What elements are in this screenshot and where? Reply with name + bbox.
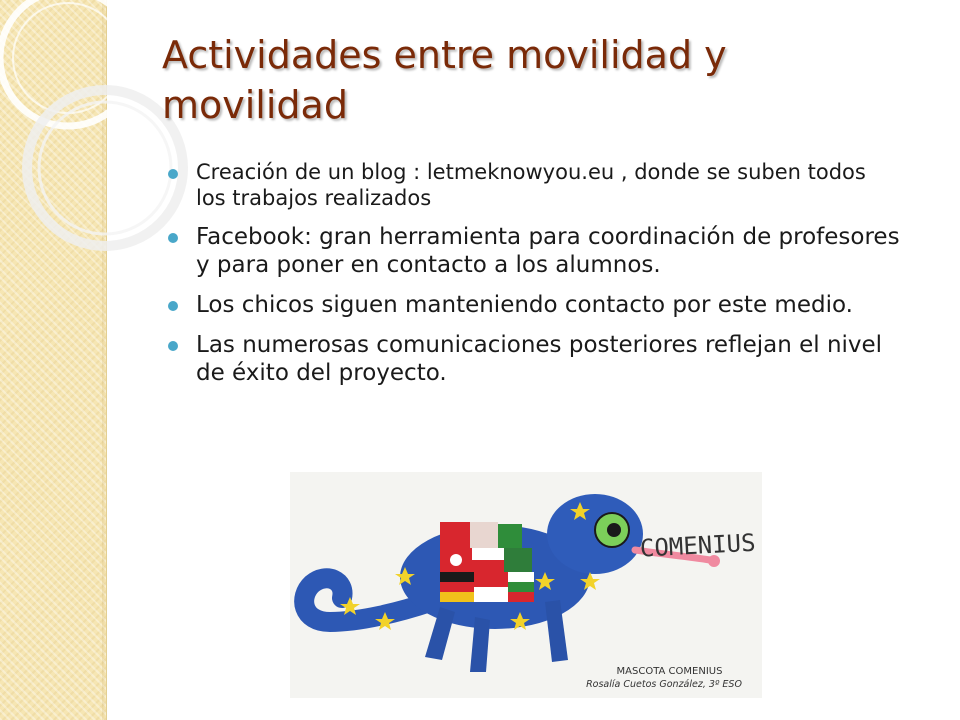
bullet-icon xyxy=(168,169,178,179)
bullet-icon xyxy=(168,341,178,351)
bullet-item xyxy=(162,159,902,211)
bullet-text: Los chicos siguen manteniendo contacto por este medio. xyxy=(196,292,853,318)
mascot-credit: Rosalía Cuetos González, 3º ESO xyxy=(586,679,742,690)
mascot-caption: MASCOTA COMENIUS xyxy=(616,666,723,677)
comenius-word: COMENIUS xyxy=(639,528,757,563)
bullet-text: Creación de un blog : letmeknowyou.eu , donde se suben todos los trabajos realizados xyxy=(196,160,866,210)
mascot-drawing xyxy=(290,472,762,698)
bullet-icon xyxy=(168,233,178,243)
bullet-item xyxy=(162,331,902,387)
slide-title: Actividades entre movilidad y movilidad xyxy=(162,33,727,127)
bullet-item xyxy=(162,223,902,279)
bullet-text: Las numerosas comunicaciones posteriores reflejan el nivel de éxito del proyecto. xyxy=(196,332,883,386)
bullet-item xyxy=(162,291,902,319)
comenius-lettering xyxy=(290,472,762,698)
bullet-icon xyxy=(168,301,178,311)
bullet-text: Facebook: gran herramienta para coordinación de profesores y para poner en contacto a los alumnos. xyxy=(196,224,900,278)
bullet-list xyxy=(162,159,902,399)
